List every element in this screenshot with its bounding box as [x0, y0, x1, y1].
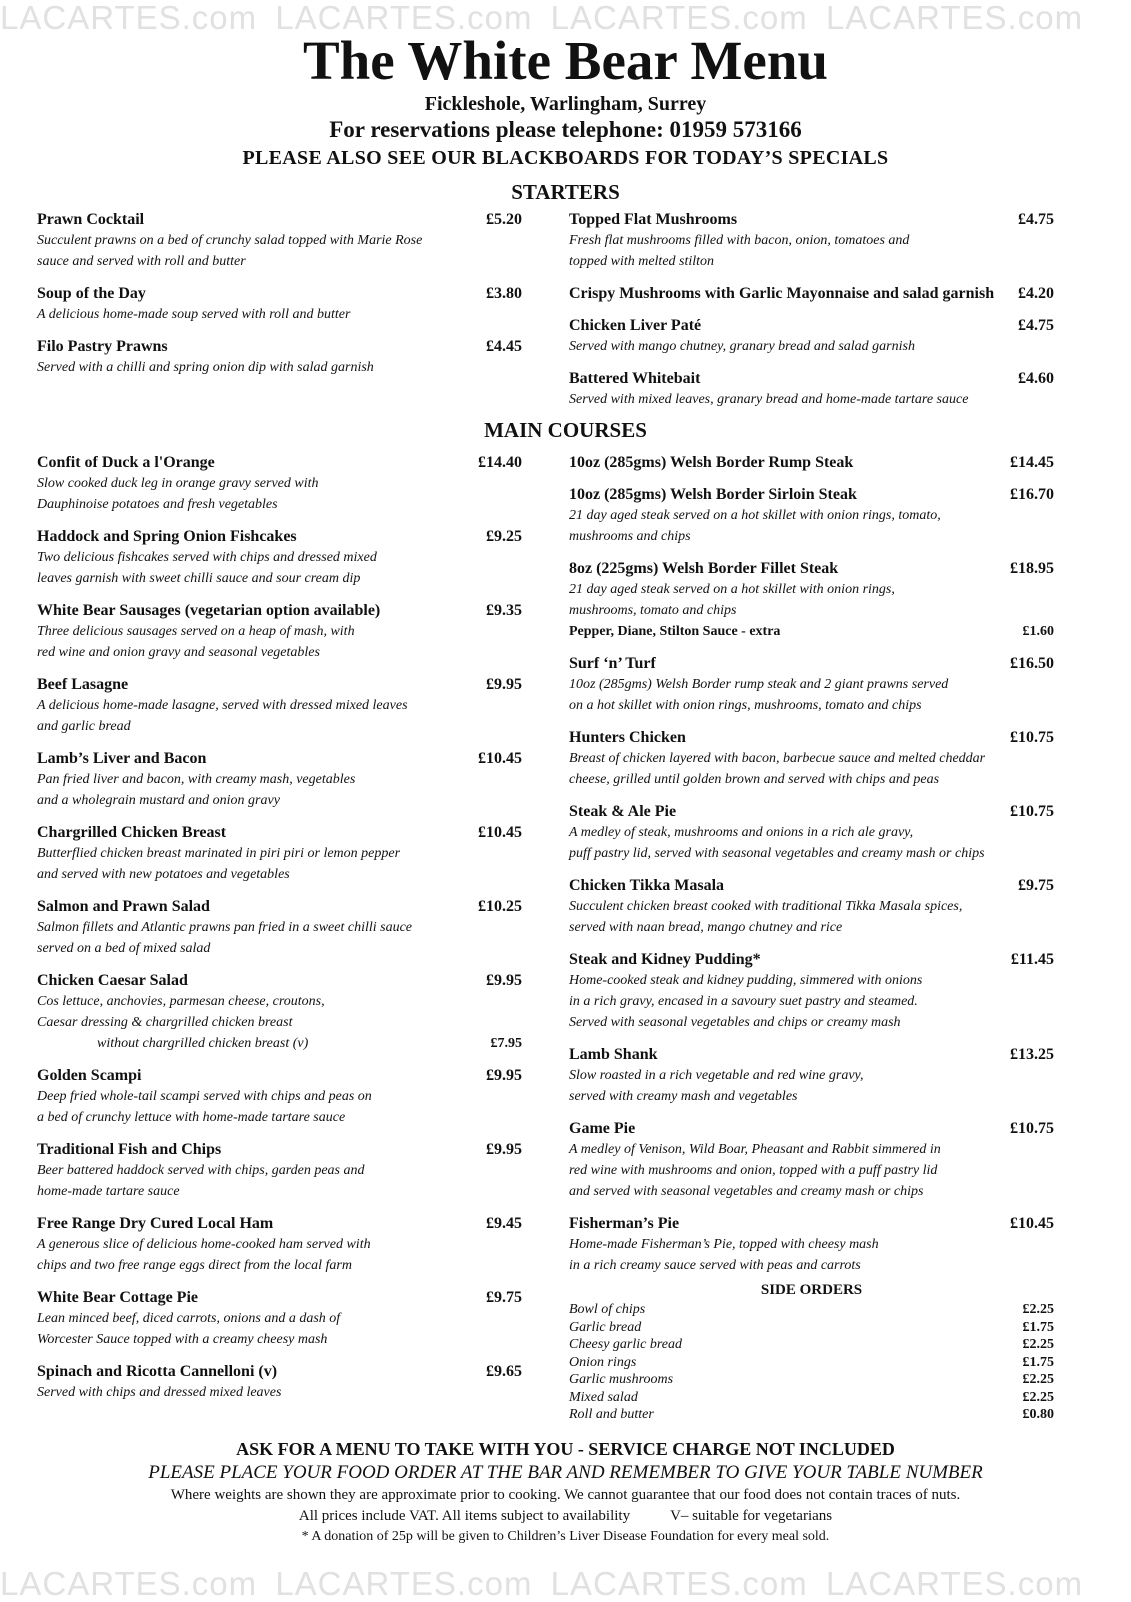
menu-item-description: A medley of steak, mushrooms and onions in a rich ale gravy, — [569, 825, 914, 840]
allergy-note: Where weights are shown they are approximate prior to cooking. We cannot guarantee that our food does not contain traces of nuts. — [170, 1487, 961, 1503]
menu-item-description: and garlic bread — [37, 719, 131, 734]
menu-item — [569, 315, 1054, 357]
menu-item-description: in a rich creamy sauce served with peas and carrots — [569, 1258, 861, 1273]
menu-item-price: £13.25 — [1010, 1046, 1054, 1063]
side-order-name: Onion rings — [569, 1354, 637, 1370]
menu-item-name: Surf ‘n’ Turf — [569, 655, 656, 672]
menu-item-name: Hunters Chicken — [569, 729, 686, 746]
menu-item-description: Dauphinoise potatoes and fresh vegetables — [37, 497, 278, 512]
menu-item-name: Lamb’s Liver and Bacon — [37, 750, 207, 767]
addon-price: £1.60 — [1022, 624, 1054, 639]
menu-item-description: Worcester Sauce topped with a creamy cheesy mash — [37, 1332, 328, 1347]
menu-item-header — [37, 336, 522, 357]
menu-item — [569, 558, 1054, 642]
side-orders — [569, 1279, 1054, 1424]
menu-item-description: Fresh flat mushrooms filled with bacon, onion, tomatoes and — [569, 233, 910, 248]
menu-item — [37, 336, 522, 378]
menu-item-name: White Bear Cottage Pie — [37, 1289, 198, 1306]
menu-item-description: Beer battered haddock served with chips, garden peas and — [37, 1163, 365, 1178]
menu-item-name: Spinach and Ricotta Cannelloni (v) — [37, 1363, 278, 1380]
menu-item — [569, 452, 1054, 473]
menu-item-header — [37, 1213, 522, 1234]
side-order-name: Garlic mushrooms — [569, 1372, 674, 1387]
menu-item-price: £10.45 — [478, 750, 522, 767]
menu-item-description: and served with seasonal vegetables and creamy mash or chips — [569, 1184, 924, 1199]
menu-item-header — [37, 1287, 522, 1308]
menu-item-price: £4.75 — [1018, 211, 1054, 228]
menu-item-description: on a hot skillet with onion rings, mushrooms, tomato and chips — [569, 698, 922, 713]
menu-item-name: Filo Pastry Prawns — [37, 338, 168, 355]
side-orders-list — [569, 1301, 1054, 1424]
vegetarian-key: V– suitable for vegetarians — [670, 1508, 833, 1524]
menu-item-description: a bed of crunchy lettuce with home-made tartare sauce — [37, 1110, 346, 1125]
menu-item — [37, 970, 522, 1054]
menu-item-price: £10.25 — [478, 898, 522, 915]
menu-item-description: Served with seasonal vegetables and chips or creamy mash — [569, 1015, 901, 1030]
menu-item-price: £9.65 — [486, 1363, 522, 1380]
menu-item-description: Salmon fillets and Atlantic prawns pan fried in a sweet chilli sauce — [37, 920, 412, 935]
menu-item-description: Lean minced beef, diced carrots, onions and a dash of — [37, 1311, 341, 1326]
side-order-name: Cheesy garlic bread — [569, 1337, 683, 1352]
side-order-row — [569, 1336, 1054, 1354]
vat-note — [0, 1506, 1131, 1527]
watermark-text: LACARTES.com — [550, 0, 808, 36]
menu-item-header — [569, 653, 1054, 674]
menu-item — [569, 368, 1054, 410]
menu-item-name: Battered Whitebait — [569, 370, 701, 387]
watermark-text: LACARTES.com — [275, 0, 533, 36]
variant-price: £7.95 — [490, 1036, 522, 1051]
side-order-price: £2.25 — [1022, 1337, 1054, 1352]
menu-item-header — [569, 801, 1054, 822]
menu-item-price: £18.95 — [1010, 560, 1054, 577]
side-order-row — [569, 1354, 1054, 1372]
menu-item-price: £4.60 — [1018, 370, 1054, 387]
menu-item-description: in a rich gravy, encased in a savoury suet pastry and steamed. — [569, 994, 918, 1009]
side-order-price: £2.25 — [1022, 1389, 1054, 1405]
menu-item-header — [569, 315, 1054, 336]
menu-item-description: cheese, grilled until golden brown and served with chips and peas — [569, 772, 940, 787]
menu-item-price: £14.40 — [478, 454, 522, 471]
donation-note: * A donation of 25p will be given to Children’s Liver Disease Foundation for every meal sold. — [301, 1529, 830, 1544]
side-order-name: Roll and butter — [569, 1407, 654, 1422]
menu-item-name: Golden Scampi — [37, 1067, 142, 1084]
menu-item-description: topped with melted stilton — [569, 254, 715, 269]
menu-item — [569, 727, 1054, 790]
menu-item-description: Home-made Fisherman’s Pie, topped with cheesy mash — [569, 1237, 879, 1252]
side-order-price: £2.25 — [1022, 1302, 1054, 1317]
menu-item-price: £11.45 — [1010, 951, 1054, 968]
mains-left-column — [37, 452, 522, 1403]
watermark-text: LACARTES.com — [825, 0, 1084, 36]
menu-item-name: Chicken Tikka Masala — [569, 877, 725, 894]
starters-heading: STARTERS — [511, 180, 620, 204]
starters-right-column — [569, 209, 1054, 410]
menu-item-header — [37, 526, 522, 547]
menu-item-addon — [569, 621, 1054, 642]
side-order-row — [569, 1371, 1054, 1389]
menu-item — [37, 526, 522, 589]
menu-item-name: Haddock and Spring Onion Fishcakes — [37, 528, 297, 545]
main-courses-heading: MAIN COURSES — [484, 418, 647, 442]
menu-item-header — [569, 1118, 1054, 1139]
menu-item-description: Cos lettuce, anchovies, parmesan cheese, croutons, — [37, 994, 325, 1009]
menu-item-name: Traditional Fish and Chips — [37, 1141, 222, 1158]
menu-item-header — [37, 1139, 522, 1160]
menu-item-header — [569, 368, 1054, 389]
side-order-row — [569, 1319, 1054, 1337]
menu-item-name: Topped Flat Mushrooms — [569, 211, 738, 228]
menu-item-description: puff pastry lid, served with seasonal vegetables and creamy mash or chips — [569, 846, 985, 861]
side-order-price: £1.75 — [1022, 1319, 1054, 1335]
menu-item-header — [569, 452, 1054, 473]
menu-item — [37, 674, 522, 737]
menu-item-name: Salmon and Prawn Salad — [37, 898, 210, 915]
side-order-name: Garlic bread — [569, 1319, 642, 1335]
menu-header — [0, 32, 1131, 172]
vat-text: All prices include VAT. All items subject to availability — [298, 1508, 631, 1524]
watermark-text: LACARTES.com — [275, 1566, 533, 1602]
menu-item-header — [569, 949, 1054, 970]
watermark-text: LACARTES.com — [825, 1566, 1084, 1602]
menu-item — [569, 484, 1054, 547]
menu-item-description: Deep fried whole-tail scampi served with chips and peas on — [37, 1089, 372, 1104]
watermark-text: LACARTES.com — [0, 0, 258, 36]
menu-item-description: red wine with mushrooms and onion, topped with a puff pastry lid — [569, 1163, 938, 1178]
menu-item-header — [37, 600, 522, 621]
menu-item-description: chips and two free range eggs direct from the local farm — [37, 1258, 352, 1273]
menu-item-price: £10.45 — [1010, 1215, 1054, 1232]
watermark-text: LACARTES.com — [0, 1566, 258, 1602]
menu-item-description: Slow cooked duck leg in orange gravy served with — [37, 476, 319, 491]
menu-item-description: leaves garnish with sweet chilli sauce and sour cream dip — [37, 571, 361, 586]
menu-item-description: 21 day aged steak served on a hot skillet with onion rings, tomato, — [569, 508, 941, 523]
menu-item-name: 10oz (285gms) Welsh Border Rump Steak — [569, 454, 854, 471]
menu-item-price: £9.95 — [486, 676, 522, 693]
menu-item — [37, 1065, 522, 1128]
menu-item-description: 10oz (285gms) Welsh Border rump steak and 2 giant prawns served — [569, 677, 949, 692]
menu-item-description: A delicious home-made lasagne, served with dressed mixed leaves — [37, 698, 408, 713]
menu-item — [37, 600, 522, 663]
menu-item-price: £14.45 — [1010, 454, 1054, 471]
menu-item — [569, 209, 1054, 272]
menu-item-price: £10.75 — [1010, 803, 1054, 820]
menu-item-description: Butterflied chicken breast marinated in piri piri or lemon pepper — [37, 846, 401, 861]
menu-item — [37, 1213, 522, 1276]
menu-footer — [0, 1437, 1131, 1547]
side-order-price: £1.75 — [1022, 1354, 1054, 1370]
menu-item-description: Served with chips and dressed mixed leaves — [37, 1385, 282, 1400]
menu-item-description: Three delicious sausages served on a heap of mash, with — [37, 624, 355, 639]
menu-item-price: £9.95 — [486, 972, 522, 989]
side-order-price: £2.25 — [1022, 1372, 1054, 1387]
menu-item-header — [37, 1065, 522, 1086]
menu-item-header — [37, 822, 522, 843]
side-order-row — [569, 1406, 1054, 1424]
menu-item — [37, 1287, 522, 1350]
menu-item-name: Free Range Dry Cured Local Ham — [37, 1215, 274, 1232]
menu-item-description: and served with new potatoes and vegetables — [37, 867, 290, 882]
menu-item-price: £9.95 — [486, 1067, 522, 1084]
specials-note: PLEASE ALSO SEE OUR BLACKBOARDS FOR TODAY’S SPECIALS — [242, 147, 889, 169]
menu-item-description: Served with mixed leaves, granary bread and home-made tartare sauce — [569, 392, 969, 407]
menu-item-description: Breast of chicken layered with bacon, barbecue sauce and melted cheddar — [569, 751, 986, 766]
variant-name: without chargrilled chicken breast (v) — [97, 1036, 309, 1051]
menu-item — [569, 1044, 1054, 1107]
menu-item-price: £16.50 — [1010, 655, 1054, 672]
menu-item — [37, 822, 522, 885]
menu-item-description: A delicious home-made soup served with roll and butter — [37, 307, 351, 322]
menu-item-name: Steak & Ale Pie — [569, 803, 677, 820]
menu-item-price: £4.45 — [486, 338, 522, 355]
menu-item-description: 21 day aged steak served on a hot skillet with onion rings, — [569, 582, 895, 597]
menu-item — [569, 283, 1054, 304]
menu-item-header — [37, 283, 522, 304]
menu-item-header — [569, 484, 1054, 505]
menu-item-price: £4.20 — [1018, 285, 1054, 302]
menu-item-description: Home-cooked steak and kidney pudding, simmered with onions — [569, 973, 923, 988]
menu-item-description: Served with a chilli and spring onion dip with salad garnish — [37, 360, 374, 375]
menu-item-name: 8oz (225gms) Welsh Border Fillet Steak — [569, 560, 839, 577]
menu-item-description: Succulent chicken breast cooked with traditional Tikka Masala spices, — [569, 899, 963, 914]
menu-item-name: Crispy Mushrooms with Garlic Mayonnaise and salad garnish — [569, 285, 995, 302]
menu-item-price: £5.20 — [486, 211, 522, 228]
watermark-bottom — [0, 1566, 1131, 1602]
side-orders-heading: SIDE ORDERS — [760, 1282, 863, 1298]
menu-item-price: £10.75 — [1010, 1120, 1054, 1137]
takeaway-note: ASK FOR A MENU TO TAKE WITH YOU - SERVICE CHARGE NOT INCLUDED — [236, 1439, 895, 1459]
mains-right-column — [569, 452, 1054, 1276]
menu-item-name: Lamb Shank — [569, 1046, 658, 1063]
menu-item-price: £9.35 — [486, 602, 522, 619]
starters-left-column — [37, 209, 522, 378]
menu-item-header — [569, 209, 1054, 230]
menu-item-name: Confit of Duck a l'Orange — [37, 454, 215, 471]
addon-name: Pepper, Diane, Stilton Sauce - extra — [569, 624, 781, 639]
menu-item-price: £9.95 — [486, 1141, 522, 1158]
menu-item — [37, 1139, 522, 1202]
menu-item-name: Beef Lasagne — [37, 676, 129, 693]
menu-item-variant — [37, 1033, 522, 1054]
menu-item — [37, 896, 522, 959]
menu-item — [37, 452, 522, 515]
menu-item-price: £9.75 — [1018, 877, 1054, 894]
menu-item-price: £4.75 — [1018, 317, 1054, 334]
menu-item-name: Fisherman’s Pie — [569, 1215, 680, 1232]
menu-item-name: 10oz (285gms) Welsh Border Sirloin Steak — [569, 486, 857, 503]
side-order-price: £0.80 — [1022, 1407, 1054, 1422]
menu-item-header — [37, 674, 522, 695]
menu-item-description: Pan fried liver and bacon, with creamy mash, vegetables — [37, 772, 356, 787]
menu-item-header — [37, 452, 522, 473]
menu-item-description: Served with mango chutney, granary bread and salad garnish — [569, 339, 915, 354]
menu-item-description: mushrooms and chips — [569, 529, 691, 544]
menu-item-name: Prawn Cocktail — [37, 211, 145, 228]
menu-item-header — [37, 209, 522, 230]
watermark-text: LACARTES.com — [550, 1566, 808, 1602]
menu-item — [37, 1361, 522, 1403]
menu-item — [569, 1213, 1054, 1276]
side-order-name: Mixed salad — [569, 1389, 638, 1405]
menu-item-description: sauce and served with roll and butter — [37, 254, 246, 269]
side-order-row — [569, 1301, 1054, 1319]
menu-item-name: Soup of the Day — [37, 285, 146, 302]
menu-item-header — [37, 748, 522, 769]
side-order-row — [569, 1389, 1054, 1407]
menu-item-description: Slow roasted in a rich vegetable and red wine gravy, — [569, 1068, 864, 1083]
menu-item-price: £10.45 — [478, 824, 522, 841]
menu-item-price: £9.45 — [486, 1215, 522, 1232]
menu-item-description: Two delicious fishcakes served with chips and dressed mixed — [37, 550, 377, 565]
side-order-name: Bowl of chips — [569, 1302, 646, 1317]
menu-item-price: £9.25 — [486, 528, 522, 545]
menu-item-description: served with naan bread, mango chutney and rice — [569, 920, 843, 935]
menu-item-name: Chicken Caesar Salad — [37, 972, 188, 989]
menu-item-header — [569, 558, 1054, 579]
menu-item-description: served on a bed of mixed salad — [37, 941, 211, 956]
menu-item-description: home-made tartare sauce — [37, 1184, 180, 1199]
menu-item — [37, 283, 522, 325]
menu-item — [569, 949, 1054, 1033]
menu-item-price: £16.70 — [1010, 486, 1054, 503]
menu-item-description: Succulent prawns on a bed of crunchy salad topped with Marie Rose — [37, 233, 423, 248]
menu-item-name: Steak and Kidney Pudding* — [569, 951, 761, 968]
menu-item-name: Game Pie — [569, 1120, 636, 1137]
menu-item — [37, 209, 522, 272]
menu-item-description: served with creamy mash and vegetables — [569, 1089, 798, 1104]
menu-item-description: mushrooms, tomato and chips — [569, 603, 737, 618]
page-title: The White Bear Menu — [302, 30, 829, 91]
order-note: PLEASE PLACE YOUR FOOD ORDER AT THE BAR AND REMEMBER TO GIVE YOUR TABLE NUMBER — [148, 1462, 983, 1483]
menu-item — [569, 1118, 1054, 1202]
menu-item-description: red wine and onion gravy and seasonal vegetables — [37, 645, 320, 660]
menu-item-description: and a wholegrain mustard and onion gravy — [37, 793, 280, 808]
menu-item — [569, 801, 1054, 864]
menu-item-price: £10.75 — [1010, 729, 1054, 746]
menu-item-name: Chargrilled Chicken Breast — [37, 824, 227, 841]
menu-item-header — [569, 1213, 1054, 1234]
menu-item-header — [569, 283, 1054, 304]
menu-item-header — [37, 1361, 522, 1382]
menu-item-header — [37, 896, 522, 917]
menu-item-name: Chicken Liver Paté — [569, 317, 702, 334]
menu-item-header — [569, 875, 1054, 896]
menu-item-description: Caesar dressing & chargrilled chicken breast — [37, 1015, 293, 1030]
address: Fickleshole, Warlingham, Surrey — [424, 93, 707, 115]
menu-item-header — [37, 970, 522, 991]
menu-item — [569, 653, 1054, 716]
menu-item-description: A medley of Venison, Wild Boar, Pheasant and Rabbit simmered in — [569, 1142, 941, 1157]
menu-item-header — [569, 727, 1054, 748]
menu-item — [37, 748, 522, 811]
menu-item-description: A generous slice of delicious home-cooked ham served with — [37, 1237, 371, 1252]
reservation-phone: For reservations please telephone: 01959 573166 — [329, 117, 802, 142]
menu-item — [569, 875, 1054, 938]
menu-item-price: £9.75 — [486, 1289, 522, 1306]
menu-item-name: White Bear Sausages (vegetarian option available) — [37, 602, 381, 619]
menu-item-header — [569, 1044, 1054, 1065]
menu-item-price: £3.80 — [486, 285, 522, 302]
